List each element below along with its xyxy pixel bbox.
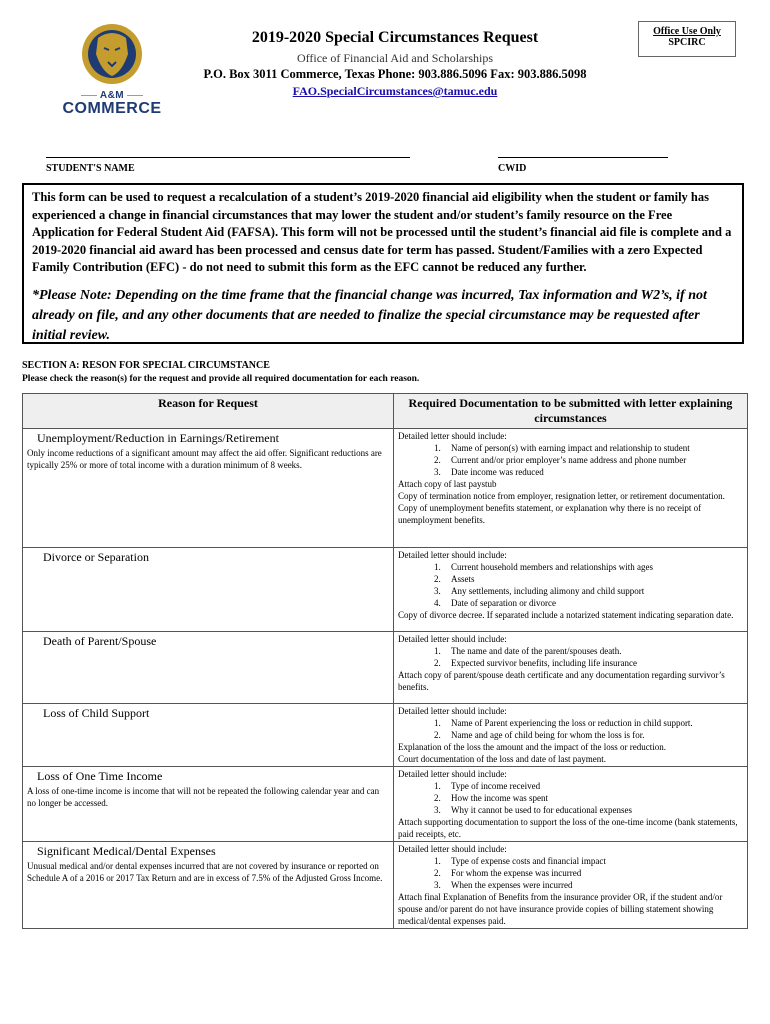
- student-name-label: STUDENT'S NAME: [46, 163, 135, 174]
- table-header-row: [23, 394, 748, 429]
- documentation-note: Copy of termination notice from employer, resignation letter, or retirement documentation.: [398, 491, 725, 501]
- list-item: 1. The name and date of the parent/spouses death.: [443, 645, 743, 657]
- table-row: [23, 704, 748, 767]
- email-link[interactable]: FAO.SpecialCircumstances@tamuc.edu: [292, 84, 498, 98]
- reason-table: [22, 393, 748, 929]
- notice-note: *Please Note: Depending on the time frame that the financial change was incurred, Tax information and W2’s, if not already on file, and any other documents that are needed to finalize the special circumstance may be requested after initial review.: [32, 287, 707, 343]
- office-name: Office of Financial Aid and Scholarships: [296, 51, 494, 65]
- reason-column-header: Reason for Request: [23, 394, 394, 429]
- documentation-list: [398, 442, 743, 478]
- documentation-note: Explanation of the loss the amount and the impact of the loss or reduction.: [398, 742, 666, 752]
- reason-name: Divorce or Separation: [43, 550, 149, 564]
- list-item: 1. Name of person(s) with earning impact and relationship to student: [443, 442, 743, 454]
- table-row: [23, 632, 748, 704]
- documentation-cell: [394, 429, 748, 548]
- table-row: [23, 842, 748, 929]
- documentation-intro: Detailed letter should include:: [398, 844, 507, 854]
- form-header: [175, 28, 615, 99]
- documentation-note: Copy of unemployment benefits statement, or explanation why there is no receipt of unemployment benefits.: [398, 503, 702, 525]
- documentation-intro: Detailed letter should include:: [398, 769, 507, 779]
- cwid-field[interactable]: [498, 157, 668, 158]
- logo-wordmark: A&M COMMERCE: [62, 90, 162, 117]
- list-item: 3. Why it cannot be used to for educational expenses: [443, 804, 743, 816]
- documentation-note: Court documentation of the loss and date of last payment.: [398, 754, 606, 764]
- reason-cell[interactable]: [23, 767, 394, 842]
- documentation-list: [398, 780, 743, 816]
- reason-cell[interactable]: [23, 548, 394, 632]
- reason-cell[interactable]: [23, 842, 394, 929]
- contact-address: P.O. Box 3011 Commerce, Texas Phone: 903.886.5096 Fax: 903.886.5098: [203, 67, 587, 81]
- documentation-cell: [394, 842, 748, 929]
- reason-name: Death of Parent/Spouse: [43, 634, 157, 648]
- section-title: SECTION A: RESON FOR SPECIAL CIRCUMSTANCE: [22, 360, 270, 371]
- list-item: 2. Expected survivor benefits, including life insurance: [443, 657, 743, 669]
- reason-name: Unemployment/Reduction in Earnings/Retirement: [37, 431, 279, 445]
- documentation-intro: Detailed letter should include:: [398, 706, 507, 716]
- documentation-list: [398, 717, 743, 741]
- documentation-intro: Detailed letter should include:: [398, 550, 507, 560]
- reason-name: Loss of One Time Income: [37, 769, 163, 783]
- documentation-cell: [394, 767, 748, 842]
- student-name-field[interactable]: [46, 157, 410, 158]
- form-title: 2019-2020 Special Circumstances Request: [251, 29, 539, 46]
- table-row: [23, 767, 748, 842]
- reason-description: Unusual medical and/or dental expenses incurred that are not covered by insurance or reported on Schedule A of a 2016 or 2017 Tax Return and are in excess of 7.5% of the Adjusted Gross Income.: [27, 861, 383, 883]
- reason-description: A loss of one-time income is income that will not be repeated the following calendar year and can no longer be accessed.: [27, 786, 380, 808]
- list-item: 2. Assets: [443, 573, 743, 585]
- documentation-note: Attach copy of last paystub: [398, 479, 497, 489]
- list-item: 3. Any settlements, including alimony and child support: [443, 585, 743, 597]
- reason-cell[interactable]: [23, 704, 394, 767]
- notice-text: This form can be used to request a recalculation of a student’s 2019-2020 financial aid eligibility when the student or family has experienced a change in financial circumstances that may lower the student and/or student’s family resource on the Free Application for Federal Student Aid (FAFSA). This form will not be processed until the student’s financial aid file is complete and a 2019-2020 financial aid award has been processed and census date for term has passed. Student/Families with a zero Expected Family Contribution (EFC) - do not need to submit this form as the EFC cannot be reduced any further.: [32, 190, 732, 274]
- office-use-box: Office Use Only SPCIRC: [638, 21, 736, 57]
- documentation-note: Attach copy of parent/spouse death certificate and any documentation regarding survivor’s benefits.: [398, 670, 725, 692]
- list-item: 2. Current and/or prior employer’s name address and phone number: [443, 454, 743, 466]
- reason-name: Significant Medical/Dental Expenses: [37, 844, 216, 858]
- cwid-label: CWID: [498, 163, 527, 174]
- reason-description: Only income reductions of a significant amount may affect the aid offer. Significant reductions are typically 25% or more of total income with a duration minimum of 8 weeks.: [27, 448, 382, 470]
- list-item: 3. When the expenses were incurred: [443, 879, 743, 891]
- list-item: 2. How the income was spent: [443, 792, 743, 804]
- list-item: 2. Name and age of child being for whom the loss is for.: [443, 729, 743, 741]
- documentation-intro: Detailed letter should include:: [398, 431, 507, 441]
- reason-cell[interactable]: [23, 429, 394, 548]
- list-item: 1. Current household members and relationships with ages: [443, 561, 743, 573]
- list-item: 4. Date of separation or divorce: [443, 597, 743, 609]
- documentation-note: Attach final Explanation of Benefits from the insurance provider OR, if the student and/or spouse and/or parent do not have insurance provide copies of billing statement showing medical/dental expenses paid.: [398, 892, 723, 926]
- notice-box: [22, 183, 744, 344]
- list-item: 1. Name of Parent experiencing the loss or reduction in child support.: [443, 717, 743, 729]
- section-instructions: Please check the reason(s) for the request and provide all required documentation for each reason.: [22, 374, 420, 384]
- documentation-column-header: Required Documentation to be submitted with letter explaining circumstances: [394, 394, 748, 429]
- list-item: 3. Date income was reduced: [443, 466, 743, 478]
- documentation-cell: [394, 704, 748, 767]
- documentation-note: Attach supporting documentation to support the loss of the one-time income (bank statements, paid receipts, etc.: [398, 817, 738, 839]
- list-item: 1. Type of expense costs and financial impact: [443, 855, 743, 867]
- reason-cell[interactable]: [23, 632, 394, 704]
- documentation-list: [398, 855, 743, 891]
- documentation-cell: [394, 632, 748, 704]
- documentation-cell: [394, 548, 748, 632]
- documentation-list: [398, 561, 743, 609]
- list-item: 1. Type of income received: [443, 780, 743, 792]
- list-item: 2. For whom the expense was incurred: [443, 867, 743, 879]
- table-row: [23, 429, 748, 548]
- documentation-list: [398, 645, 743, 669]
- documentation-note: Copy of divorce decree. If separated include a notarized statement indicating separation date.: [398, 610, 734, 620]
- reason-name: Loss of Child Support: [43, 706, 150, 720]
- table-row: [23, 548, 748, 632]
- documentation-intro: Detailed letter should include:: [398, 634, 507, 644]
